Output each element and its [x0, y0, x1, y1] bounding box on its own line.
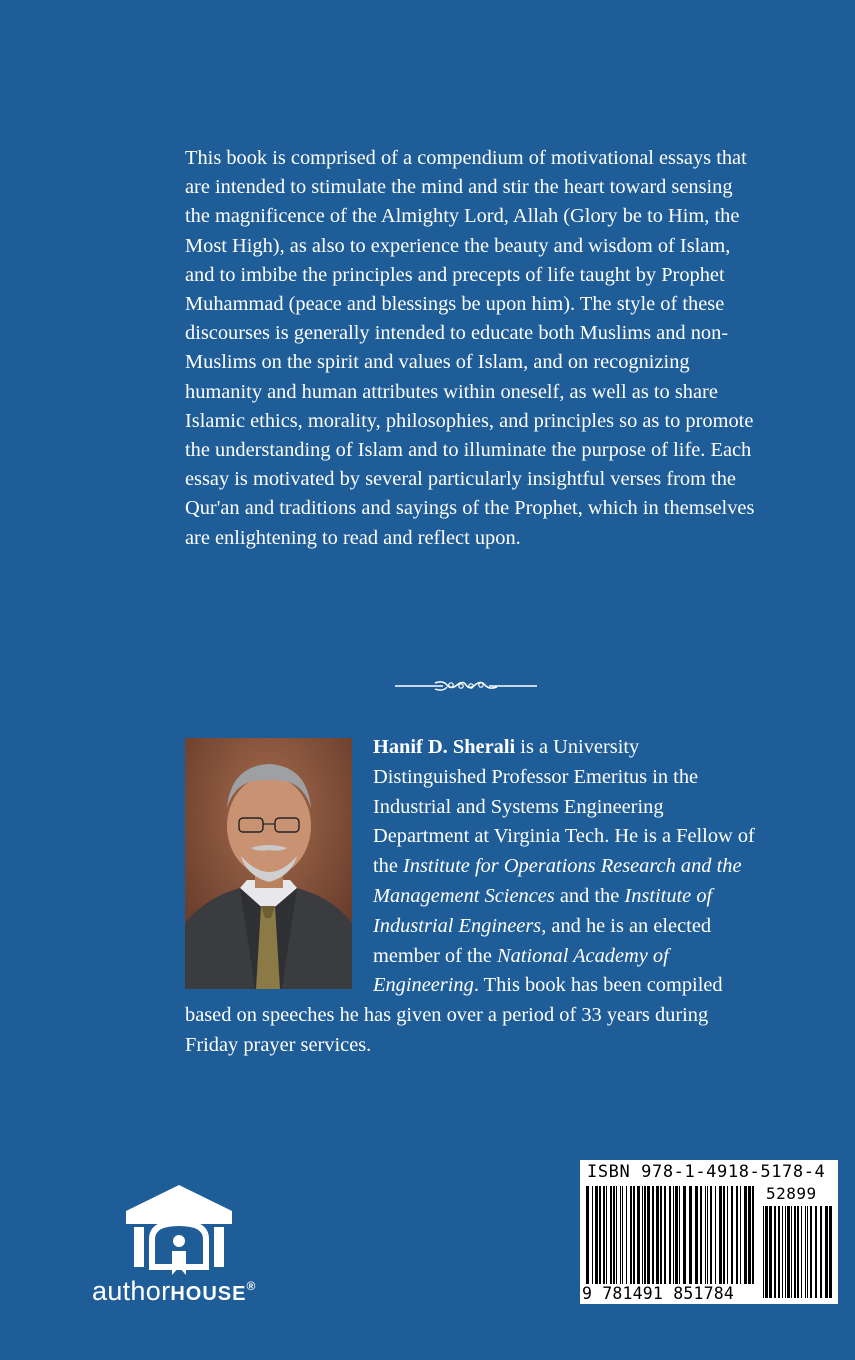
isbn-number: ISBN 978-1-4918-5178-4	[587, 1162, 826, 1182]
author-bio: Hanif D. Sherali is a University Distinguished Professor Emeritus in the Industrial and Systems Engineering Department at Virginia Tech. He is a Fellow of the Institute for Operations Research and the Management Sciences and the Institute of Industrial Engineers, and he is an elected member of the National Academy of Engineering. This book has been compiled based on speeches he has given over a period of 33 years during Friday prayer services.	[185, 736, 755, 1056]
author-name: Hanif D. Sherali	[373, 736, 516, 758]
publisher-wordmark: authorHOUSE®	[92, 1276, 256, 1306]
org-nae: National Academy of Engineering	[373, 944, 669, 997]
barcode-addon-bars	[763, 1206, 833, 1298]
org-iie: Institute of Industrial Engineers	[373, 884, 713, 937]
org-informs: Institute for Operations Research and the Management Sciences	[373, 855, 742, 907]
isbn-barcode	[580, 1160, 838, 1304]
ornament-divider	[395, 676, 537, 696]
book-description: This book is comprised of a compendium of motivational essays that are intended to stimulate the mind and stir the heart toward sensing the magnificence of the Almighty Lord, Allah (Glory be to Him, the Most High), as also to experience the beauty and wisdom of Islam, and to imbibe the principles and precepts of life taught by Prophet Muhammad (peace and blessings be upon him). The style of these discourses is generally intended to educate both Muslims and non-Muslims on the spirit and values of Islam, and on recognizing humanity and human attributes within oneself, as well as to share Islamic ethics, morality, philosophies, and principles so as to promote the understanding of Islam and to illuminate the purpose of life. Each essay is motivated by several particularly insightful verses from the Qur'an and traditions and sayings of the Prophet, which in themselves are enlightening to read and reflect upon.	[185, 147, 755, 549]
price-code: 52899	[766, 1184, 817, 1203]
barcode-bars	[586, 1186, 756, 1284]
barcode-digits: 9 781491 851784	[582, 1284, 735, 1303]
